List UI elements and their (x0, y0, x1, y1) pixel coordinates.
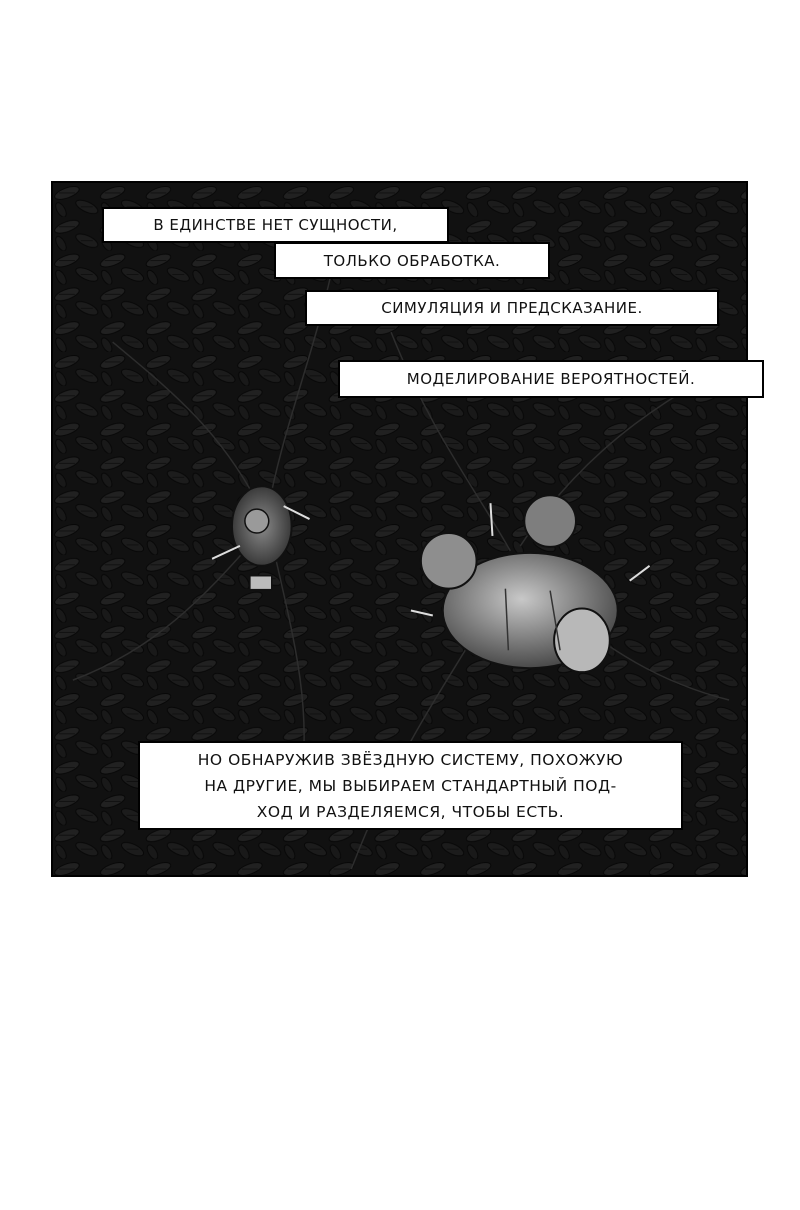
bottom-caption-line-2: НА ДРУГИЕ, МЫ ВЫБИРАЕМ СТАНДАРТНЫЙ ПОД- (204, 776, 617, 795)
caption-3: СИМУЛЯЦИЯ И ПРЕДСКАЗАНИЕ. (305, 290, 719, 326)
caption-1: В ЕДИНСТВЕ НЕТ СУЩНОСТИ, (102, 207, 449, 243)
caption-2: ТОЛЬКО ОБРАБОТКА. (274, 242, 550, 279)
caption-4: МОДЕЛИРОВАНИЕ ВЕРОЯТНОСТЕЙ. (338, 360, 764, 398)
bottom-caption-line-1: НО ОБНАРУЖИВ ЗВЁЗДНУЮ СИСТЕМУ, ПОХОЖУЮ (197, 750, 624, 769)
bottom-caption-line-3: ХОД И РАЗДЕЛЯЕМСЯ, ЧТОБЫ ЕСТЬ. (256, 802, 565, 821)
bottom-caption (138, 741, 683, 830)
